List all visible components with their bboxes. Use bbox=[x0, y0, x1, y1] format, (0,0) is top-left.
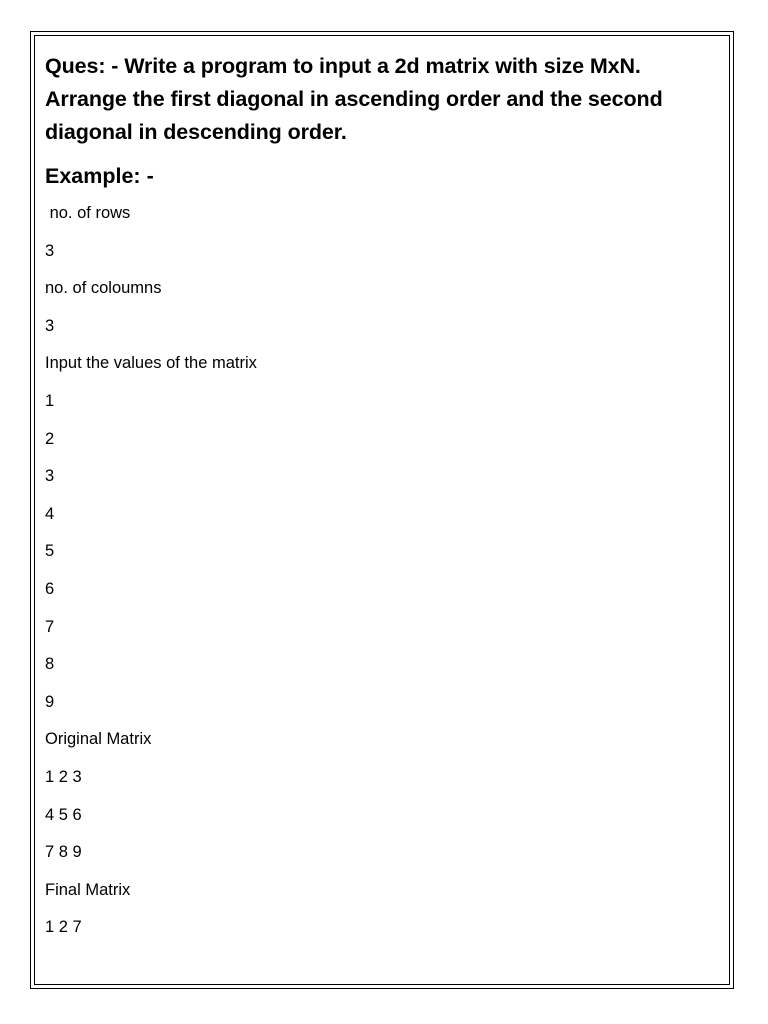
example-line: 3 bbox=[45, 241, 55, 260]
example-line: 4 bbox=[45, 504, 55, 523]
example-line: 4 5 6 bbox=[45, 805, 82, 824]
question-text: Ques: - Write a program to input a 2d matrix with size MxN. Arrange the first diagonal in ascending order and the second diagonal in descending order. bbox=[45, 54, 663, 144]
example-line: Input the values of the matrix bbox=[45, 354, 257, 373]
document-content bbox=[45, 50, 725, 947]
example-line: no. of rows bbox=[45, 204, 131, 222]
example-lines bbox=[45, 195, 725, 947]
example-line: Final Matrix bbox=[45, 880, 131, 899]
example-line: 1 bbox=[45, 391, 55, 410]
example-heading: Example: - bbox=[45, 164, 154, 188]
example-line: 2 bbox=[45, 429, 55, 448]
example-line: 8 bbox=[45, 655, 55, 674]
example-line: 5 bbox=[45, 542, 55, 561]
example-line: no. of coloumns bbox=[45, 279, 162, 298]
example-line: Original Matrix bbox=[45, 730, 152, 749]
example-line: 6 bbox=[45, 579, 55, 598]
example-line: 3 bbox=[45, 467, 55, 486]
example-line: 3 bbox=[45, 316, 55, 335]
example-line: 1 2 7 bbox=[45, 918, 82, 937]
example-line: 7 8 9 bbox=[45, 843, 82, 862]
example-line: 1 2 3 bbox=[45, 767, 82, 786]
example-line: 9 bbox=[45, 692, 55, 711]
example-line: 7 bbox=[45, 617, 55, 636]
